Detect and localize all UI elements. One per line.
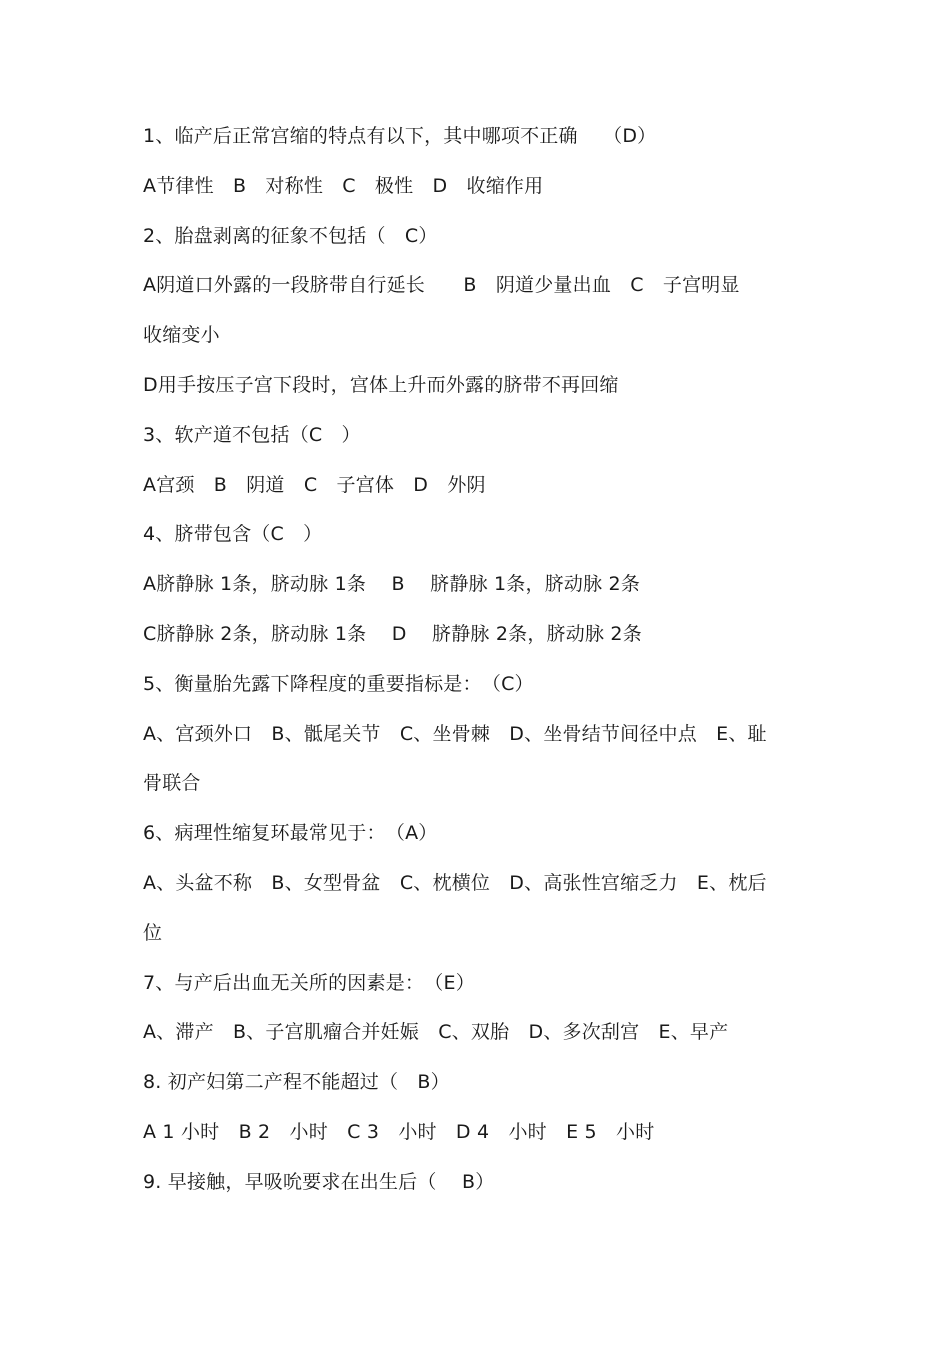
question-3-stem: 3、软产道不包括（C ） bbox=[143, 423, 361, 446]
question-6-options-line-1: A、头盆不称 B、女型骨盆 C、枕横位 D、高张性宫缩乏力 E、枕后 bbox=[143, 871, 767, 894]
question-3-options: A宫颈 B 阴道 C 子宫体 D 外阴 bbox=[143, 473, 486, 496]
question-1-options: A节律性 B 对称性 C 极性 D 收缩作用 bbox=[143, 174, 544, 197]
question-2-options-line-3: D用手按压子宫下段时，宫体上升而外露的脐带不再回缩 bbox=[143, 373, 619, 396]
question-2-options-line-2: 收缩变小 bbox=[143, 324, 220, 347]
question-4-options-line-1: A脐静脉 1条，脐动脉 1条 B 脐静脉 1条，脐动脉 2条 bbox=[143, 573, 641, 596]
question-6-options-line-2: 位 bbox=[143, 921, 163, 944]
question-4-options-line-2: C脐静脉 2条，脐动脉 1条 D 脐静脉 2条，脐动脉 2条 bbox=[143, 622, 642, 645]
question-8-options: A 1 小时 B 2 小时 C 3 小时 D 4 小时 E 5 小时 bbox=[143, 1120, 655, 1143]
question-7-stem: 7、与产后出血无关所的因素是： （E） bbox=[143, 971, 475, 994]
question-1-stem: 1、临产后正常宫缩的特点有以下，其中哪项不正确 （D） bbox=[143, 125, 657, 147]
question-4-stem: 4、脐带包含（C ） bbox=[143, 523, 323, 546]
question-5-options-line-2: 骨联合 bbox=[143, 772, 201, 795]
question-list bbox=[143, 124, 823, 1220]
question-7-options: A、滞产 B、子宫肌瘤合并妊娠 C、双胎 D、多次刮宫 E、早产 bbox=[143, 1021, 729, 1044]
question-9-stem: 9. 早接触，早吸吮要求在出生后（ B） bbox=[143, 1170, 495, 1193]
question-5-stem: 5、衡量胎先露下降程度的重要指标是： （C） bbox=[143, 672, 534, 695]
question-2-options-line-1: A阴道口外露的一段脐带自行延长 B 阴道少量出血 C 子宫明显 bbox=[143, 274, 740, 297]
question-5-options-line-1: A、宫颈外口 B、骶尾关节 C、坐骨棘 D、坐骨结节间径中点 E、耻 bbox=[143, 722, 767, 745]
question-6-stem: 6、病理性缩复环最常见于： （A） bbox=[143, 822, 438, 845]
question-2-stem: 2、胎盘剥离的征象不包括（ C） bbox=[143, 224, 438, 247]
question-8-stem: 8. 初产妇第二产程不能超过（ B） bbox=[143, 1071, 450, 1094]
